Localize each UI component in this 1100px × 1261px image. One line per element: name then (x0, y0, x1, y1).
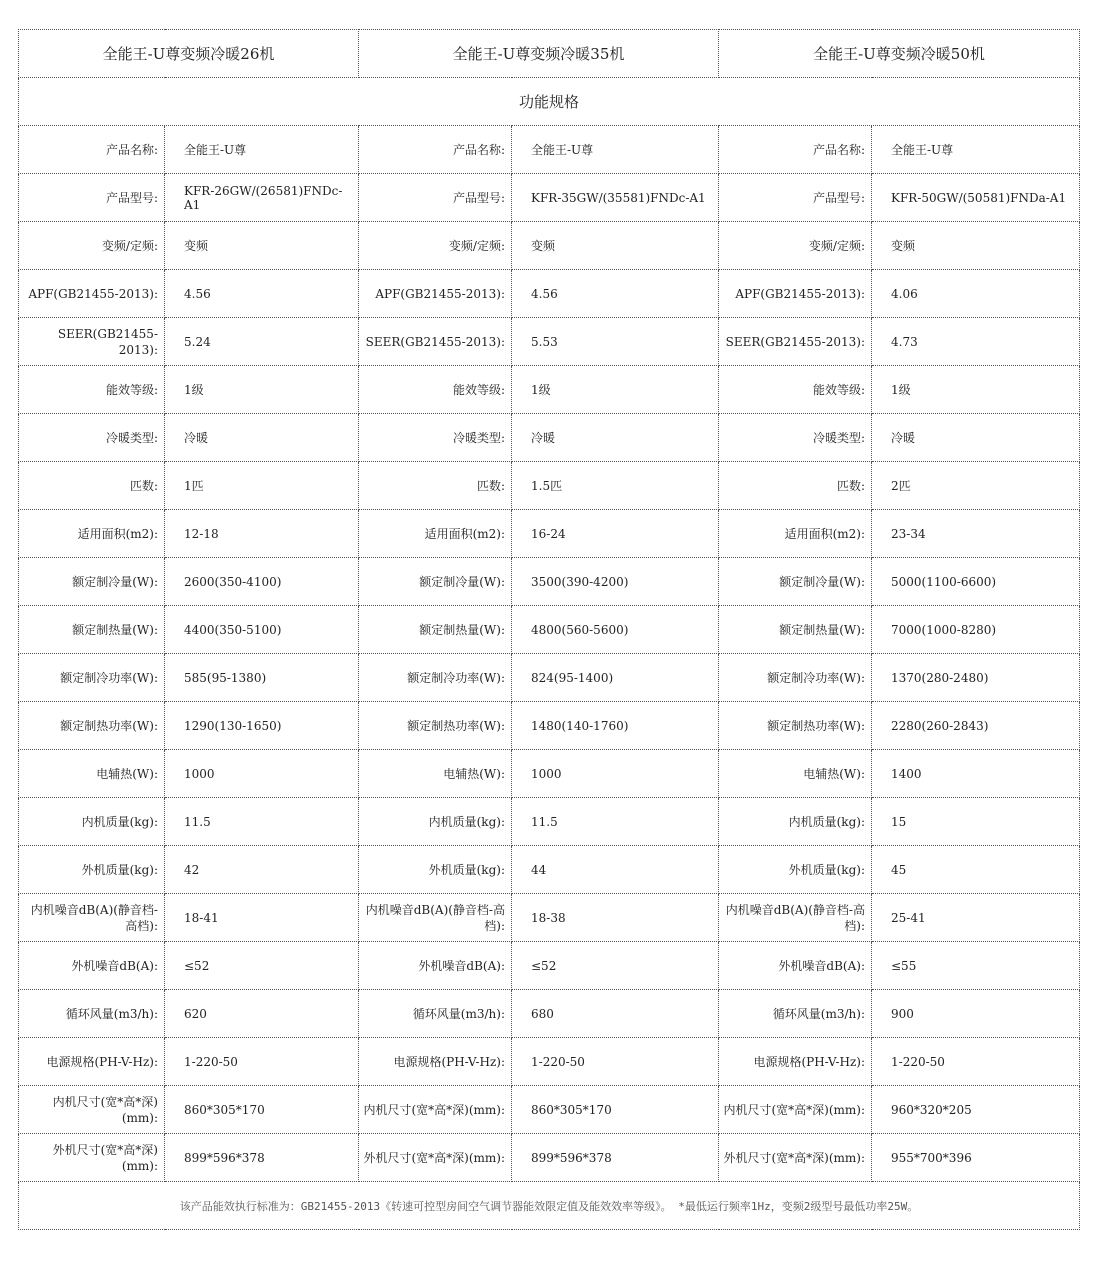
model-title: 全能王-U尊变频冷暖26机 (19, 30, 359, 78)
spec-value: 变频 (872, 222, 1080, 270)
spec-label: 适用面积(m2): (19, 510, 165, 558)
spec-label: 匹数: (19, 462, 165, 510)
model-title-row (19, 30, 1080, 78)
spec-value: 1.5匹 (512, 462, 719, 510)
spec-value: 44 (512, 846, 719, 894)
spec-value: 1480(140-1760) (512, 702, 719, 750)
spec-label: 产品型号: (719, 174, 872, 222)
spec-value: 4800(560-5600) (512, 606, 719, 654)
spec-row (19, 414, 1080, 462)
spec-row (19, 174, 1080, 222)
spec-label: 内机噪音dB(A)(静音档-高档): (359, 894, 512, 942)
spec-value: 5.53 (512, 318, 719, 366)
spec-value: 15 (872, 798, 1080, 846)
spec-label: 额定制冷量(W): (719, 558, 872, 606)
spec-row (19, 606, 1080, 654)
spec-value: 23-34 (872, 510, 1080, 558)
spec-row (19, 990, 1080, 1038)
spec-row (19, 702, 1080, 750)
spec-value: 899*596*378 (512, 1134, 719, 1182)
spec-label: 产品名称: (359, 126, 512, 174)
spec-value: 1-220-50 (165, 1038, 359, 1086)
spec-value: 变频 (512, 222, 719, 270)
spec-value: 1-220-50 (512, 1038, 719, 1086)
spec-value: 4400(350-5100) (165, 606, 359, 654)
spec-label: 电辅热(W): (359, 750, 512, 798)
spec-row (19, 270, 1080, 318)
spec-label: SEER(GB21455-2013): (719, 318, 872, 366)
spec-value: 1级 (872, 366, 1080, 414)
spec-label: 额定制热量(W): (719, 606, 872, 654)
spec-label: 电源规格(PH-V-Hz): (19, 1038, 165, 1086)
spec-row (19, 942, 1080, 990)
spec-value: 1级 (512, 366, 719, 414)
spec-value: 全能王-U尊 (872, 126, 1080, 174)
spec-label: 冷暖类型: (719, 414, 872, 462)
spec-label: 内机质量(kg): (719, 798, 872, 846)
spec-value: 全能王-U尊 (165, 126, 359, 174)
spec-value: 1000 (165, 750, 359, 798)
spec-value: 2280(260-2843) (872, 702, 1080, 750)
spec-label: 内机尺寸(宽*高*深)(mm): (19, 1086, 165, 1134)
spec-row (19, 126, 1080, 174)
spec-label: 适用面积(m2): (719, 510, 872, 558)
spec-label: 额定制热功率(W): (719, 702, 872, 750)
spec-label: 产品型号: (19, 174, 165, 222)
spec-value: 45 (872, 846, 1080, 894)
spec-value: 1400 (872, 750, 1080, 798)
section-title: 功能规格 (19, 78, 1080, 126)
spec-label: 外机质量(kg): (719, 846, 872, 894)
spec-label: 外机尺寸(宽*高*深)(mm): (19, 1134, 165, 1182)
spec-value: 1000 (512, 750, 719, 798)
footnote-row (19, 1182, 1080, 1230)
spec-value: 7000(1000-8280) (872, 606, 1080, 654)
spec-value: ≤55 (872, 942, 1080, 990)
spec-value: 2匹 (872, 462, 1080, 510)
spec-value: 1级 (165, 366, 359, 414)
spec-label: 额定制冷功率(W): (19, 654, 165, 702)
spec-value: 25-41 (872, 894, 1080, 942)
spec-label: 循环风量(m3/h): (719, 990, 872, 1038)
spec-label: 产品型号: (359, 174, 512, 222)
section-row (19, 78, 1080, 126)
spec-value: 960*320*205 (872, 1086, 1080, 1134)
spec-label: 能效等级: (359, 366, 512, 414)
spec-value: 冷暖 (872, 414, 1080, 462)
spec-label: 内机噪音dB(A)(静音档-高档): (19, 894, 165, 942)
spec-value: 5.24 (165, 318, 359, 366)
spec-value: 4.06 (872, 270, 1080, 318)
spec-row (19, 894, 1080, 942)
spec-value: 冷暖 (512, 414, 719, 462)
spec-value: 680 (512, 990, 719, 1038)
spec-row (19, 558, 1080, 606)
spec-value: 4.56 (512, 270, 719, 318)
spec-value: KFR-50GW/(50581)FNDa-A1 (872, 174, 1080, 222)
spec-label: 电辅热(W): (719, 750, 872, 798)
spec-row (19, 318, 1080, 366)
model-title: 全能王-U尊变频冷暖50机 (719, 30, 1080, 78)
spec-value: 3500(390-4200) (512, 558, 719, 606)
spec-label: 变频/定频: (19, 222, 165, 270)
spec-value: 4.73 (872, 318, 1080, 366)
spec-label: 电源规格(PH-V-Hz): (359, 1038, 512, 1086)
spec-value: ≤52 (165, 942, 359, 990)
spec-label: 变频/定频: (719, 222, 872, 270)
spec-table (18, 29, 1080, 1230)
spec-value: 变频 (165, 222, 359, 270)
spec-row (19, 750, 1080, 798)
spec-value: 冷暖 (165, 414, 359, 462)
spec-label: 额定制热功率(W): (359, 702, 512, 750)
spec-value: 955*700*396 (872, 1134, 1080, 1182)
spec-label: 内机尺寸(宽*高*深)(mm): (359, 1086, 512, 1134)
spec-row (19, 366, 1080, 414)
spec-value: 860*305*170 (165, 1086, 359, 1134)
spec-label: 匹数: (719, 462, 872, 510)
spec-value: 1匹 (165, 462, 359, 510)
spec-label: 外机尺寸(宽*高*深)(mm): (359, 1134, 512, 1182)
spec-value: KFR-35GW/(35581)FNDc-A1 (512, 174, 719, 222)
spec-value: 18-38 (512, 894, 719, 942)
spec-value: 16-24 (512, 510, 719, 558)
spec-label: 额定制冷功率(W): (719, 654, 872, 702)
spec-row (19, 1038, 1080, 1086)
spec-value: 12-18 (165, 510, 359, 558)
spec-value: 全能王-U尊 (512, 126, 719, 174)
spec-value: 2600(350-4100) (165, 558, 359, 606)
spec-label: 变频/定频: (359, 222, 512, 270)
spec-label: 能效等级: (719, 366, 872, 414)
spec-label: 电源规格(PH-V-Hz): (719, 1038, 872, 1086)
model-title: 全能王-U尊变频冷暖35机 (359, 30, 719, 78)
spec-row (19, 1134, 1080, 1182)
spec-value: 18-41 (165, 894, 359, 942)
spec-label: 循环风量(m3/h): (359, 990, 512, 1038)
spec-value: 1370(280-2480) (872, 654, 1080, 702)
spec-label: APF(GB21455-2013): (359, 270, 512, 318)
spec-value: 5000(1100-6600) (872, 558, 1080, 606)
spec-label: 循环风量(m3/h): (19, 990, 165, 1038)
spec-value: 860*305*170 (512, 1086, 719, 1134)
spec-label: 冷暖类型: (19, 414, 165, 462)
spec-label: 外机质量(kg): (19, 846, 165, 894)
spec-value: KFR-26GW/(26581)FNDc-A1 (165, 174, 359, 222)
spec-label: APF(GB21455-2013): (19, 270, 165, 318)
spec-label: 适用面积(m2): (359, 510, 512, 558)
spec-value: 1290(130-1650) (165, 702, 359, 750)
spec-value: 824(95-1400) (512, 654, 719, 702)
spec-label: 内机噪音dB(A)(静音档-高档): (719, 894, 872, 942)
spec-label: APF(GB21455-2013): (719, 270, 872, 318)
spec-label: 额定制热量(W): (19, 606, 165, 654)
footnote: 该产品能效执行标准为：GB21455-2013《转速可控型房间空气调节器能效限定值及能效效率等级》。 *最低运行频率1Hz，变频2级型号最低功率25W。 (19, 1182, 1080, 1230)
spec-label: 内机质量(kg): (19, 798, 165, 846)
spec-label: 产品名称: (19, 126, 165, 174)
spec-value: 620 (165, 990, 359, 1038)
spec-label: 产品名称: (719, 126, 872, 174)
spec-value: ≤52 (512, 942, 719, 990)
spec-row (19, 462, 1080, 510)
spec-value: 899*596*378 (165, 1134, 359, 1182)
spec-label: 额定制冷量(W): (359, 558, 512, 606)
spec-value: 11.5 (512, 798, 719, 846)
spec-label: 内机尺寸(宽*高*深)(mm): (719, 1086, 872, 1134)
spec-label: SEER(GB21455-2013): (359, 318, 512, 366)
spec-value: 11.5 (165, 798, 359, 846)
spec-label: SEER(GB21455-2013): (19, 318, 165, 366)
spec-label: 冷暖类型: (359, 414, 512, 462)
spec-value: 1-220-50 (872, 1038, 1080, 1086)
spec-row (19, 846, 1080, 894)
spec-label: 能效等级: (19, 366, 165, 414)
spec-label: 额定制冷功率(W): (359, 654, 512, 702)
spec-label: 外机噪音dB(A): (719, 942, 872, 990)
spec-label: 内机质量(kg): (359, 798, 512, 846)
spec-value: 585(95-1380) (165, 654, 359, 702)
spec-label: 外机尺寸(宽*高*深)(mm): (719, 1134, 872, 1182)
spec-value: 4.56 (165, 270, 359, 318)
spec-value: 900 (872, 990, 1080, 1038)
spec-label: 额定制热功率(W): (19, 702, 165, 750)
spec-row (19, 1086, 1080, 1134)
spec-row (19, 798, 1080, 846)
spec-label: 额定制冷量(W): (19, 558, 165, 606)
spec-row (19, 222, 1080, 270)
spec-value: 42 (165, 846, 359, 894)
spec-label: 外机噪音dB(A): (19, 942, 165, 990)
spec-row (19, 654, 1080, 702)
spec-row (19, 510, 1080, 558)
spec-label: 匹数: (359, 462, 512, 510)
spec-label: 额定制热量(W): (359, 606, 512, 654)
spec-label: 外机噪音dB(A): (359, 942, 512, 990)
spec-label: 电辅热(W): (19, 750, 165, 798)
spec-label: 外机质量(kg): (359, 846, 512, 894)
